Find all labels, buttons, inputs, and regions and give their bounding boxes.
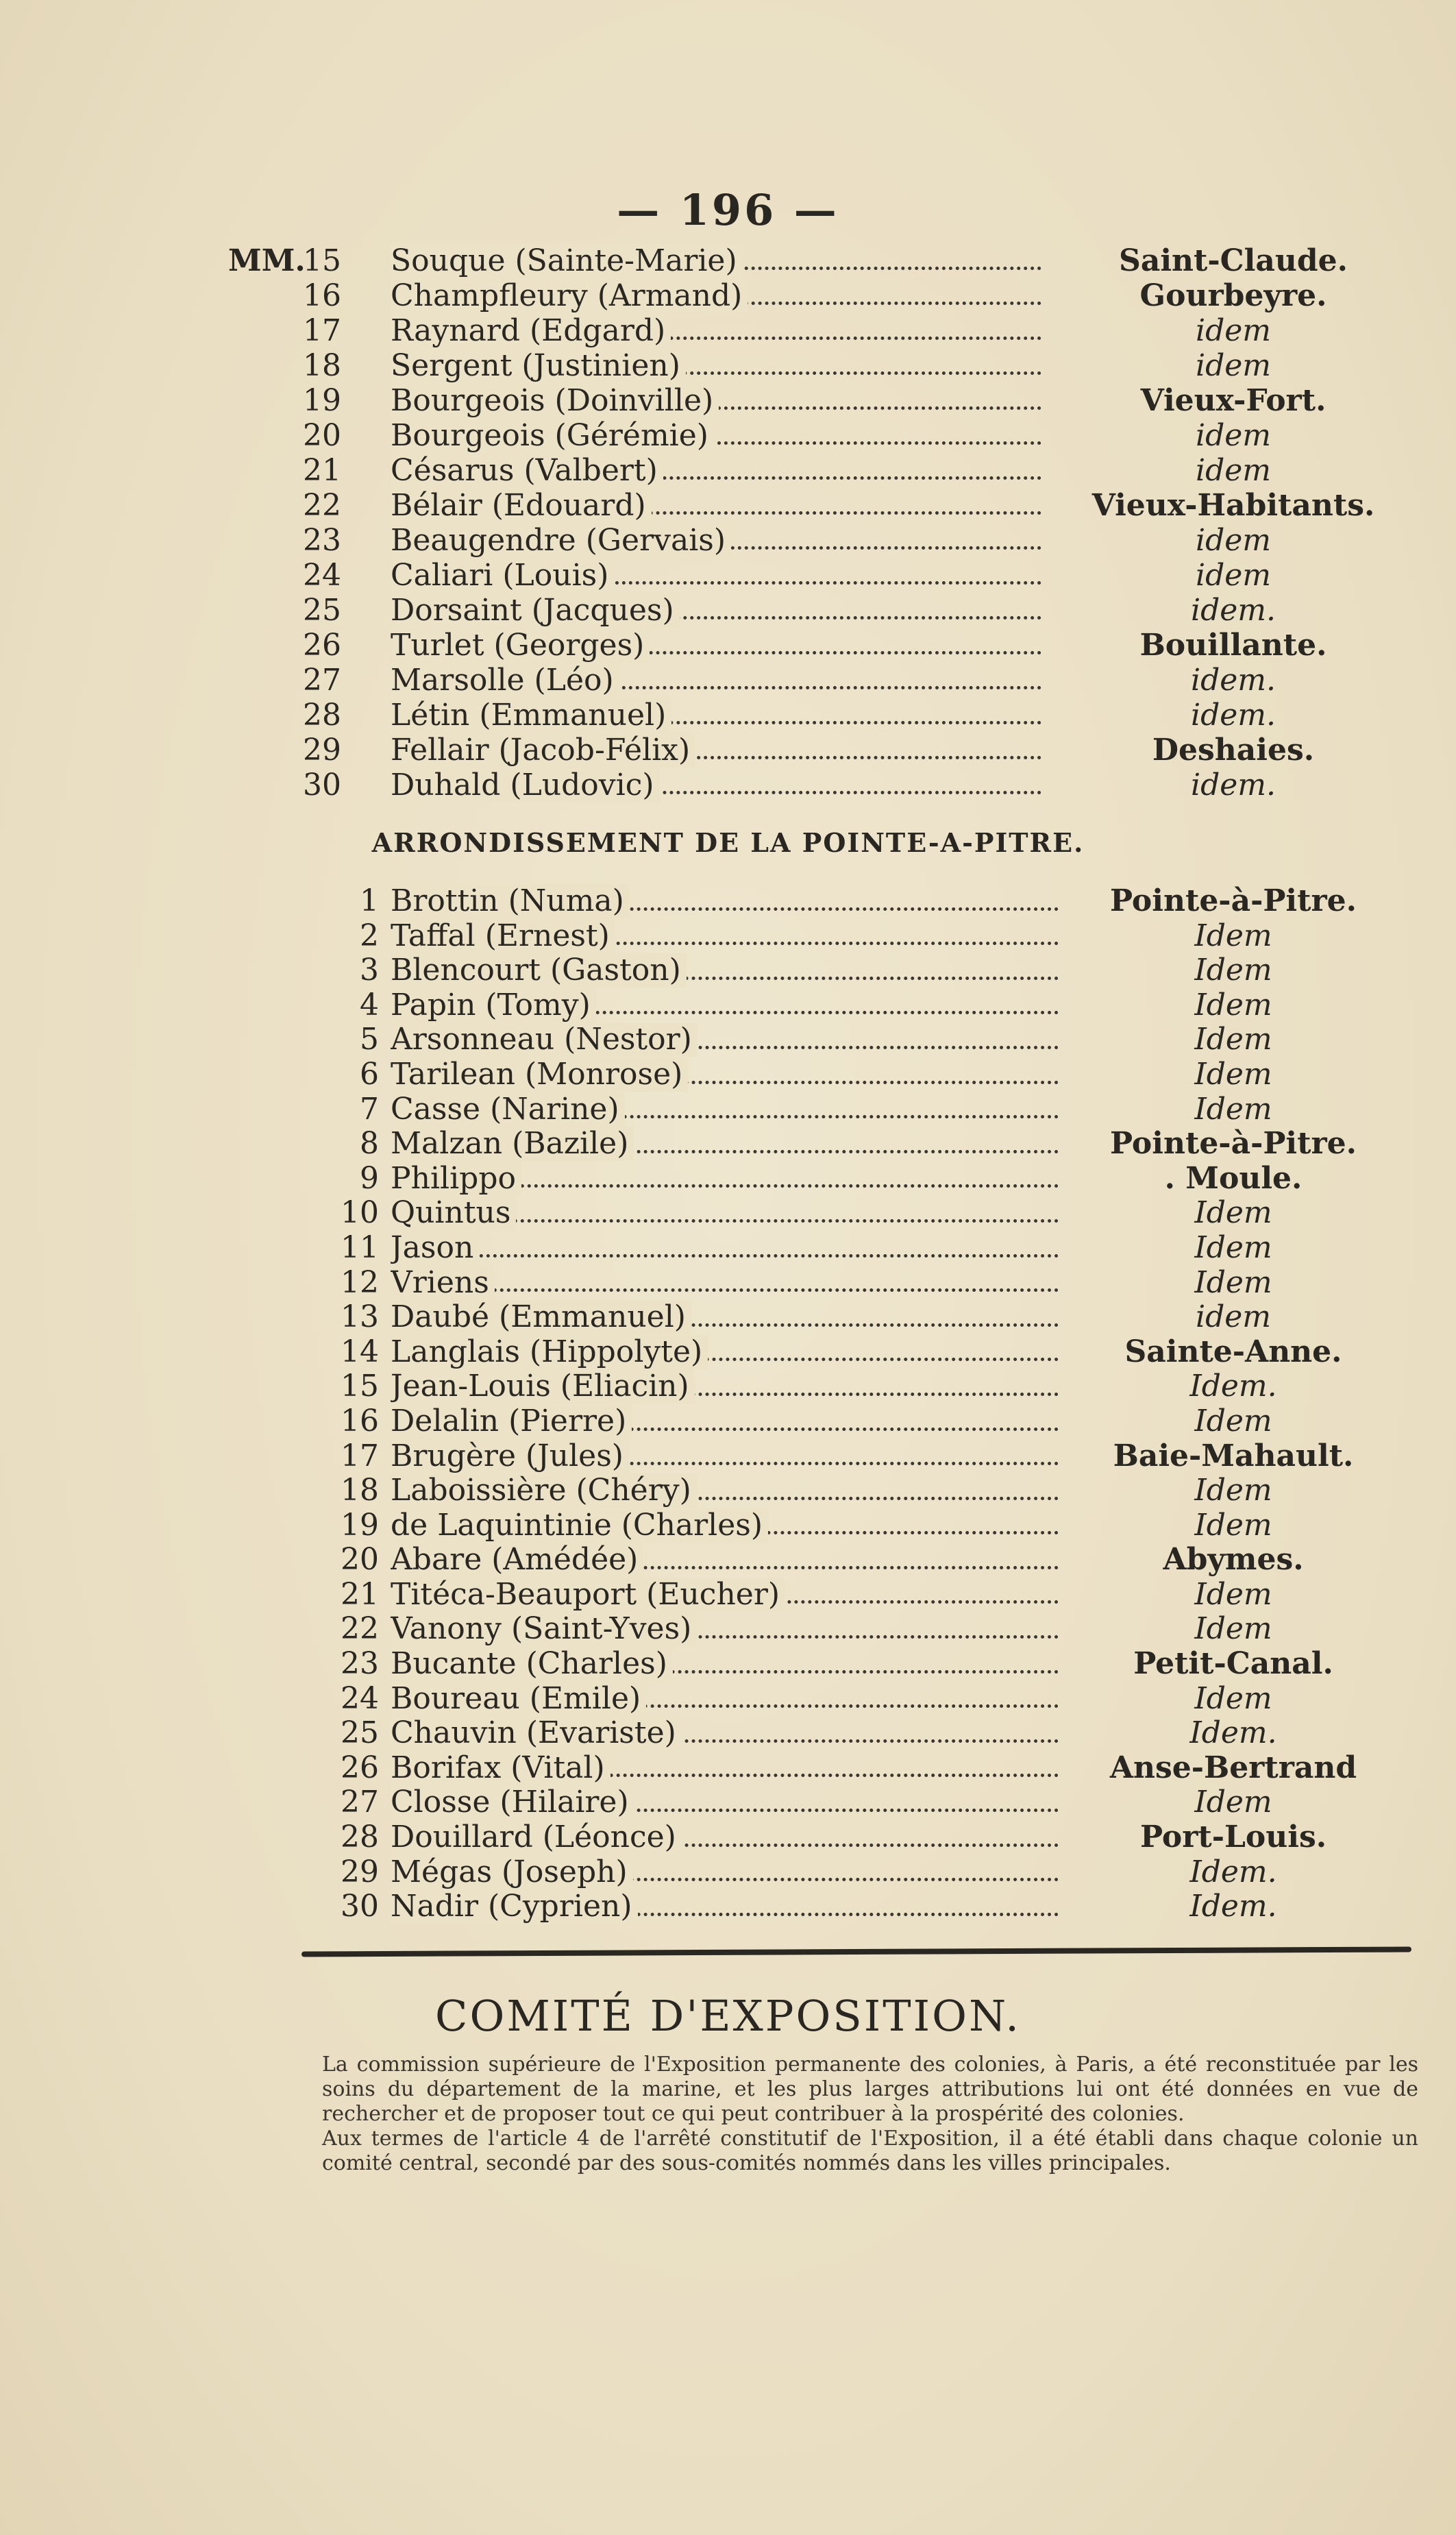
entry-name-text: Delalin (Pierre): [391, 1404, 632, 1438]
comite-text: [322, 2053, 1418, 2176]
entry-commune: Idem: [1194, 987, 1272, 1022]
list-item: [0, 278, 1456, 313]
entry-commune: Bouillante.: [1139, 628, 1327, 663]
entry-commune: Idem.: [1189, 1715, 1277, 1751]
entry-commune: Saint-Claude.: [1119, 243, 1348, 278]
comite-paragraph-1: La commission supérieure de l'Exposition permanente des colonies, à Paris, a été reconstituée par les soins du département de la marine, et les plus larges attributions lui ont été données en vue de rechercher et de proposer tout ce qui peut contribuer à la prospérité des colonies.: [322, 2053, 1418, 2126]
list-item: [0, 243, 1456, 278]
entry-number: 28: [341, 1820, 379, 1855]
entry-commune: Idem: [1194, 1022, 1272, 1057]
entry-number: 29: [341, 1854, 379, 1889]
entry-name-text: Titéca-Beauport (Eucher): [391, 1578, 785, 1612]
entry-number: 17: [341, 1438, 379, 1473]
list-prefix: MM.: [228, 243, 306, 278]
entry-commune: Idem: [1194, 1264, 1272, 1300]
entry-commune: idem: [1196, 313, 1271, 348]
entry-name: [391, 243, 1041, 278]
entry-name-text: Vanony (Saint-Yves): [391, 1612, 697, 1646]
entry-name: [391, 1300, 1059, 1335]
list-item: [0, 1127, 1456, 1162]
entry-commune: Idem: [1194, 953, 1272, 988]
entry-commune: Idem: [1194, 1473, 1272, 1508]
entry-name: [391, 1022, 1059, 1057]
list-item: [0, 313, 1456, 348]
entry-name: [391, 1647, 1059, 1682]
entry-name-text: Borifax (Vital): [391, 1751, 610, 1785]
entry-commune: idem: [1196, 558, 1271, 593]
entry-commune: Idem: [1194, 1403, 1272, 1438]
entry-name: [391, 348, 1041, 383]
list-item: [0, 1335, 1456, 1370]
entry-name: [391, 1820, 1059, 1855]
comite-title: COMITÉ D'EXPOSITION.: [435, 1991, 1021, 2041]
entry-commune: Idem: [1194, 1507, 1272, 1543]
entry-commune: Idem: [1194, 1680, 1272, 1716]
list-item: [0, 698, 1456, 733]
entry-name: [391, 1196, 1059, 1231]
entry-number: 20: [303, 418, 341, 453]
entry-commune: Deshaies.: [1152, 733, 1315, 768]
entry-name: [391, 1127, 1059, 1162]
entry-commune: idem: [1196, 523, 1271, 558]
list-item: [0, 1439, 1456, 1474]
list-item: [0, 1092, 1456, 1127]
entry-name-text: Bourgeois (Gérémie): [391, 418, 714, 453]
entry-name-text: Laboissière (Chéry): [391, 1473, 697, 1508]
entry-number: 20: [341, 1542, 379, 1578]
entry-name-text: Closse (Hilaire): [391, 1785, 634, 1820]
entry-name-text: Caliari (Louis): [391, 558, 614, 593]
entry-commune: Idem: [1194, 1611, 1272, 1647]
entry-number: 26: [341, 1750, 379, 1785]
entry-name: [391, 593, 1041, 628]
entry-name-text: Césarus (Valbert): [391, 453, 663, 488]
entry-name: [391, 953, 1059, 988]
entry-name-text: Vriens: [391, 1266, 495, 1300]
entry-name-text: Raynard (Edgard): [391, 313, 671, 348]
entry-name: [391, 1889, 1059, 1924]
section-heading: ARRONDISSEMENT DE LA POINTE-A-PITRE.: [371, 827, 1085, 858]
entry-commune: idem: [1196, 418, 1271, 453]
entry-number: 30: [341, 1889, 379, 1924]
entry-commune: Idem: [1194, 1195, 1272, 1231]
list-item: [0, 348, 1456, 383]
entry-name: [391, 523, 1041, 558]
entry-name-text: Bucante (Charles): [391, 1647, 673, 1681]
entry-name-text: Douillard (Léonce): [391, 1820, 682, 1854]
entry-name-text: Létin (Emmanuel): [391, 698, 671, 733]
entry-name-text: Beaugendre (Gervais): [391, 523, 731, 558]
list-item: [0, 768, 1456, 803]
entry-name: [391, 988, 1059, 1023]
entry-commune: Idem: [1194, 1576, 1272, 1612]
list-item: [0, 1751, 1456, 1786]
entry-number: 19: [303, 383, 341, 418]
list-item: [0, 1404, 1456, 1439]
entry-name-text: Fellair (Jacob-Félix): [391, 733, 695, 768]
entry-name: [391, 453, 1041, 488]
entry-name: [391, 558, 1041, 593]
entry-number: 1: [360, 883, 379, 918]
entry-number: 14: [341, 1334, 379, 1369]
entry-name-text: Taffal (Ernest): [391, 919, 615, 953]
list-item: [0, 663, 1456, 698]
list-item: [0, 1231, 1456, 1266]
list-item: [0, 1578, 1456, 1613]
entry-number: 24: [341, 1680, 379, 1716]
entry-commune: Port-Louis.: [1139, 1820, 1327, 1855]
entry-name: [391, 1855, 1059, 1890]
list-item: [0, 919, 1456, 954]
list-item: [0, 1785, 1456, 1820]
entry-name-text: Casse (Narine): [391, 1092, 625, 1127]
entry-commune: idem.: [1191, 593, 1276, 628]
list-item: [0, 988, 1456, 1023]
entry-commune: Abymes.: [1163, 1542, 1304, 1578]
entry-number: 18: [303, 348, 341, 383]
entry-name: [391, 663, 1041, 698]
entry-name-text: Mégas (Joseph): [391, 1855, 633, 1889]
entry-number: 27: [341, 1785, 379, 1820]
entry-number: 11: [341, 1229, 379, 1265]
entry-number: 29: [303, 733, 341, 768]
entry-name: [391, 1473, 1059, 1508]
entry-name: [391, 1369, 1059, 1404]
entry-name-text: Bélair (Edouard): [391, 488, 652, 523]
entry-name-text: Chauvin (Evariste): [391, 1716, 682, 1750]
entry-name-text: Souque (Sainte-Marie): [391, 243, 743, 278]
entry-commune: idem: [1196, 1299, 1271, 1335]
entry-number: 4: [360, 987, 379, 1022]
entry-number: 12: [341, 1264, 379, 1300]
entry-name-text: Arsonneau (Nestor): [391, 1022, 698, 1057]
list-item: [0, 1543, 1456, 1578]
entry-number: 27: [303, 663, 341, 698]
arrondissement-basse-terre-list: [0, 243, 1456, 803]
entry-number: 18: [341, 1473, 379, 1508]
entry-commune: Vieux-Habitants.: [1091, 488, 1375, 523]
entry-name: [391, 278, 1041, 313]
entry-name-text: Turlet (Georges): [391, 628, 650, 663]
entry-number: 24: [303, 558, 341, 593]
list-item: [0, 1889, 1456, 1924]
entry-number: 7: [360, 1091, 379, 1127]
entry-commune: Idem.: [1189, 1889, 1277, 1924]
list-item: [0, 884, 1456, 919]
entry-name: [391, 1716, 1059, 1751]
list-item: [0, 1057, 1456, 1092]
entry-number: 15: [341, 1369, 379, 1404]
entry-commune: idem.: [1191, 663, 1276, 698]
list-item: [0, 1369, 1456, 1404]
list-item: [0, 1473, 1456, 1508]
entry-commune: Pointe-à-Pitre.: [1110, 883, 1357, 918]
entry-name-text: Abare (Amédée): [391, 1543, 643, 1577]
entry-name-text: Duhald (Ludovic): [391, 768, 660, 803]
entry-name-text: Papin (Tomy): [391, 988, 596, 1022]
entry-name-text: Sergent (Justinien): [391, 348, 686, 383]
entry-number: 16: [303, 278, 341, 313]
entry-name-text: Blencourt (Gaston): [391, 953, 687, 988]
list-item: [0, 558, 1456, 593]
entry-commune: Vieux-Fort.: [1140, 383, 1327, 418]
entry-number: 15: [303, 243, 341, 278]
list-item: [0, 418, 1456, 453]
entry-name: [391, 1543, 1059, 1578]
entry-commune: Anse-Bertrand: [1109, 1750, 1357, 1785]
entry-number: 13: [341, 1299, 379, 1335]
list-item: [0, 953, 1456, 988]
entry-number: 28: [303, 698, 341, 733]
entry-name: [391, 628, 1041, 663]
list-item: [0, 1820, 1456, 1855]
list-item: [0, 1682, 1456, 1717]
entry-name-text: Malzan (Bazile): [391, 1127, 634, 1161]
entry-number: 3: [360, 953, 379, 988]
arrondissement-pointe-a-pitre-list: [0, 884, 1456, 1924]
entry-commune: Petit-Canal.: [1133, 1646, 1333, 1682]
list-item: [0, 488, 1456, 523]
entry-name-text: Langlais (Hippolyte): [391, 1335, 708, 1369]
entry-commune: idem: [1196, 453, 1271, 488]
entry-commune: Idem.: [1189, 1854, 1277, 1889]
list-item: [0, 1196, 1456, 1231]
entry-name-text: Jean-Louis (Eliacin): [391, 1369, 695, 1404]
list-item: [0, 1612, 1456, 1647]
entry-name-text: Brugère (Jules): [391, 1439, 629, 1473]
entry-number: 23: [303, 523, 341, 558]
list-item: [0, 453, 1456, 488]
entry-name: [391, 1092, 1059, 1127]
entry-number: 10: [341, 1195, 379, 1231]
entry-number: 22: [303, 488, 341, 523]
entry-number: 30: [303, 768, 341, 803]
entry-commune: Idem: [1194, 918, 1272, 953]
entry-name-text: Nadir (Cyprien): [391, 1889, 638, 1924]
entry-name: [391, 1439, 1059, 1474]
entry-name: [391, 1578, 1059, 1613]
leader-dots: [391, 1254, 1059, 1258]
entry-name-text: Daubé (Emmanuel): [391, 1300, 691, 1334]
entry-name-text: Philippo: [391, 1162, 521, 1196]
entry-name-text: Champfleury (Armand): [391, 278, 748, 313]
entry-name: [391, 383, 1041, 418]
list-item: [0, 593, 1456, 628]
entry-number: 21: [341, 1576, 379, 1612]
entry-commune: Pointe-à-Pitre.: [1110, 1126, 1357, 1162]
entry-name: [391, 313, 1041, 348]
entry-name: [391, 698, 1041, 733]
entry-name: [391, 1682, 1059, 1717]
entry-commune: Gourbeyre.: [1139, 278, 1327, 313]
entry-name: [391, 919, 1059, 954]
entry-commune: Idem: [1194, 1056, 1272, 1092]
list-item: [0, 1508, 1456, 1543]
list-item: [0, 1716, 1456, 1751]
entry-name-text: Boureau (Emile): [391, 1682, 646, 1716]
entry-commune: Idem: [1194, 1091, 1272, 1127]
list-item: [0, 1022, 1456, 1057]
entry-name-text: Marsolle (Léo): [391, 663, 619, 698]
entry-name-text: Jason: [391, 1231, 479, 1265]
entry-name-text: Brottin (Numa): [391, 884, 630, 918]
entry-commune: idem: [1196, 348, 1271, 383]
entry-number: 16: [341, 1403, 379, 1438]
list-item: [0, 1647, 1456, 1682]
entry-name-text: Tarilean (Monrose): [391, 1057, 688, 1092]
list-item: [0, 1855, 1456, 1890]
entry-number: 23: [341, 1646, 379, 1682]
entry-number: 6: [360, 1056, 379, 1092]
entry-number: 26: [303, 628, 341, 663]
comite-paragraph-2: Aux termes de l'article 4 de l'arrêté constitutif de l'Exposition, il a été établi dans chaque colonie un comité central, secondé par des sous-comités nommés dans les villes principales.: [322, 2127, 1418, 2175]
entry-name-text: de Laquintinie (Charles): [391, 1508, 768, 1543]
entry-number: 9: [360, 1160, 379, 1196]
entry-commune: idem.: [1191, 698, 1276, 733]
entry-name-text: Bourgeois (Doinville): [391, 383, 719, 418]
entry-name: [391, 1231, 1059, 1266]
entry-name: [391, 733, 1041, 768]
entry-name-text: Quintus: [391, 1196, 516, 1230]
entry-name: [391, 1162, 1059, 1197]
entry-name: [391, 1057, 1059, 1092]
entry-number: 25: [303, 593, 341, 628]
list-item: [0, 628, 1456, 663]
entry-number: 25: [341, 1715, 379, 1751]
list-item: [0, 1162, 1456, 1197]
section-divider: [301, 1946, 1411, 1957]
entry-name: [391, 1785, 1059, 1820]
list-item: [0, 383, 1456, 418]
list-item: [0, 733, 1456, 768]
list-item: [0, 523, 1456, 558]
entry-name: [391, 1612, 1059, 1647]
list-item: [0, 1266, 1456, 1301]
entry-number: 19: [341, 1507, 379, 1543]
entry-name-text: Dorsaint (Jacques): [391, 593, 680, 628]
entry-number: 5: [360, 1022, 379, 1057]
entry-number: 8: [360, 1126, 379, 1162]
entry-number: 17: [303, 313, 341, 348]
entry-number: 22: [341, 1611, 379, 1647]
entry-commune: Baie-Mahault.: [1113, 1438, 1354, 1473]
page-number: — 196 —: [617, 185, 839, 235]
entry-name: [391, 418, 1041, 453]
entry-number: 2: [360, 918, 379, 953]
entry-name: [391, 488, 1041, 523]
entry-name: [391, 1751, 1059, 1786]
entry-name: [391, 1335, 1059, 1370]
entry-commune: idem.: [1191, 768, 1276, 803]
entry-name: [391, 1266, 1059, 1301]
entry-number: 21: [303, 453, 341, 488]
entry-commune: Sainte-Anne.: [1124, 1334, 1342, 1369]
list-item: [0, 1300, 1456, 1335]
entry-name: [391, 768, 1041, 803]
entry-name: [391, 1508, 1059, 1543]
entry-commune: . Moule.: [1164, 1160, 1303, 1196]
entry-name: [391, 1404, 1059, 1439]
entry-commune: Idem: [1194, 1229, 1272, 1265]
entry-commune: Idem.: [1189, 1369, 1277, 1404]
entry-name: [391, 884, 1059, 919]
entry-commune: Idem: [1194, 1785, 1272, 1820]
